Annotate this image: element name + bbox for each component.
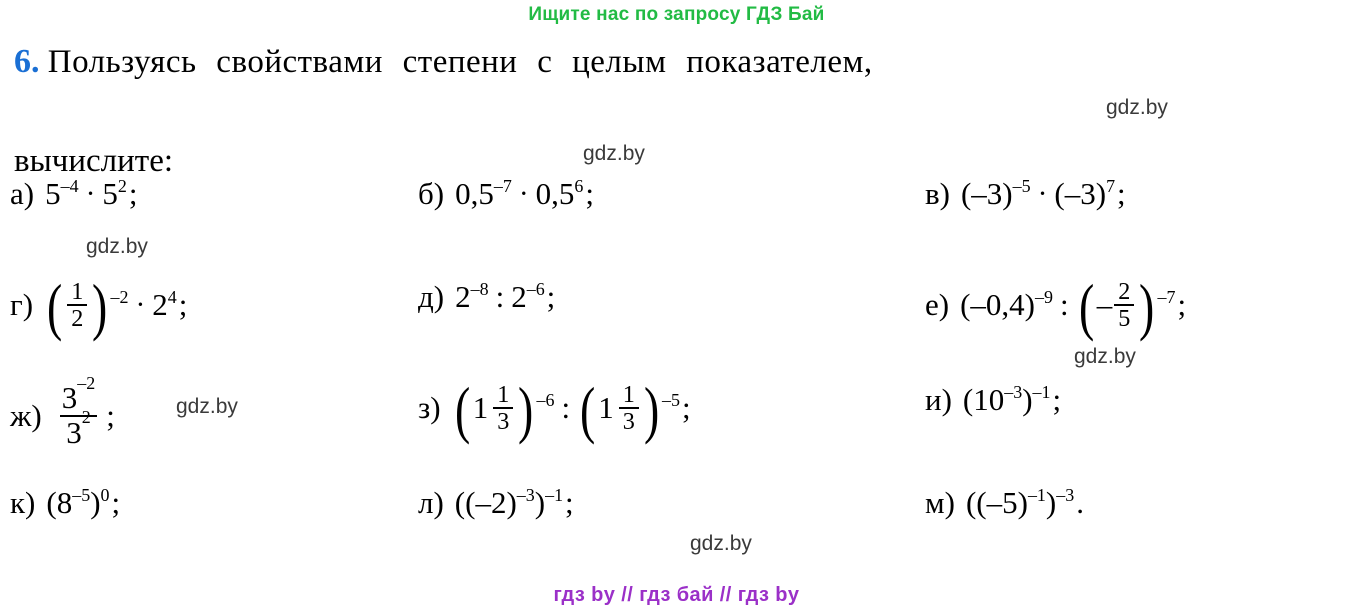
exercise-item-d xyxy=(418,279,555,315)
expression-zh xyxy=(53,372,115,450)
paren-open: ( xyxy=(965,485,977,520)
watermark-6: gdz.by xyxy=(690,532,752,555)
expr-b-end: ; xyxy=(585,176,594,211)
expr-d-base2: 2 xyxy=(511,279,527,314)
paren-close: ) xyxy=(1022,382,1033,417)
exercise-item-l xyxy=(418,485,574,521)
item-label-l: л) xyxy=(418,485,444,520)
paren-close: ) xyxy=(90,485,101,520)
expression-a: 5 $^{-4}$ · 5 $^2$ ; xyxy=(45,175,138,211)
expr-l-end: ; xyxy=(565,485,574,520)
mixed-whole: 1 xyxy=(598,390,614,426)
expr-a-operator: · xyxy=(85,177,96,210)
bottom-promo-left: гдз by xyxy=(553,584,616,606)
paren-open: ( xyxy=(962,382,974,417)
expr-v-base2: (–3) xyxy=(1054,176,1107,211)
fraction-numerator: 2 xyxy=(1118,278,1131,305)
exercise-item-i xyxy=(925,382,1061,418)
expr-z-paren-group-1: ( 1 $\frac{1}{3}$ ) $^{-6}$ xyxy=(454,373,555,445)
exercise-row xyxy=(0,372,1353,485)
exercise-row xyxy=(0,485,1353,588)
fraction-numerator: 1 xyxy=(622,381,635,408)
expr-e-operator: : xyxy=(1059,287,1069,323)
bottom-promo-separator-1: // xyxy=(621,584,634,606)
item-label-m: м) xyxy=(925,485,955,520)
expr-g-fraction xyxy=(67,279,87,331)
paren-close: ) xyxy=(534,485,546,520)
expr-zh-fraction xyxy=(56,372,101,450)
fraction-denominator: 3 xyxy=(493,407,513,434)
bottom-promo-mid: гдз бай xyxy=(639,584,714,606)
expr-d-base1: 2 xyxy=(455,279,471,314)
exercise-item-g xyxy=(10,270,188,342)
task-number: 6. xyxy=(14,43,40,80)
expression-g: ( $\frac{1}{2}$ ) $^{-2}$ · 2 $^4$ ; xyxy=(44,279,187,331)
paren-close: ) xyxy=(643,373,660,445)
expr-g-paren-group: ( $\frac{1}{2}$ ) $^{-2}$ xyxy=(47,270,129,342)
exercise-item-v xyxy=(925,176,1126,212)
expr-b-base2: 0,5 xyxy=(535,176,575,211)
item-label-e: е) xyxy=(925,287,950,323)
exercise-item-k xyxy=(10,485,120,521)
item-label-b: б) xyxy=(418,176,445,211)
item-label-i: и) xyxy=(925,382,952,417)
paren-close: ) xyxy=(92,270,108,342)
mixed-whole: 1 xyxy=(472,390,489,426)
expr-z-paren-group-2: ( 1 $\frac{1}{3}$ ) $^{-5}$ xyxy=(580,373,681,445)
watermark-4: gdz.by xyxy=(1074,345,1136,368)
expr-a-end: ; xyxy=(128,176,138,211)
paren-open: ( xyxy=(454,485,466,520)
exercise-item-e xyxy=(925,270,1187,342)
paren-open: ( xyxy=(580,373,596,445)
expr-g-operator: · xyxy=(135,288,146,321)
expr-k-end: ; xyxy=(111,485,121,520)
exercise-item-b xyxy=(418,176,594,212)
expression-i: ( 10 $^{-3}$ ) $^{-1}$ ; xyxy=(962,381,1062,417)
fraction-numerator: 1 xyxy=(497,381,510,408)
exercise-item-m xyxy=(925,485,1084,521)
expr-e-paren-group: ( – $\frac{2}{5}$ ) $^{-7}$ xyxy=(1078,270,1176,342)
paren-close: ) xyxy=(1139,270,1155,342)
expr-e-fraction xyxy=(1114,279,1134,331)
fraction-numerator: 1 xyxy=(71,278,84,305)
expr-z-mixed-1 xyxy=(473,382,516,434)
expression-e: (–0,4) $^{-9}$ : ( – $\frac{2}{5}$ ) $^{-7}$ ; xyxy=(960,270,1187,342)
expr-g-base2: 2 xyxy=(152,287,168,323)
item-label-k: к) xyxy=(10,485,36,520)
fraction-denominator: 5 xyxy=(1114,304,1134,331)
bottom-promo-right: гдз by xyxy=(737,584,800,606)
expr-b-base1: 0,5 xyxy=(455,176,494,211)
expr-i-end: ; xyxy=(1052,382,1062,417)
expr-zh-end: ; xyxy=(106,397,115,433)
expr-z-end: ; xyxy=(682,390,691,426)
expr-v-base1: (–3) xyxy=(960,176,1013,211)
fraction-denominator: 3 xyxy=(619,407,639,434)
paren-close: ) xyxy=(1045,485,1057,520)
expression-m: ( (–5) $^{-1}$ ) $^{-3}$ . xyxy=(965,484,1084,520)
paren-open: ( xyxy=(46,485,57,520)
expression-z xyxy=(452,373,691,445)
task-text-line-2: вычислите: xyxy=(14,143,174,179)
task-text-line-1: Пользуясь свойствами степени с целым показателем, xyxy=(47,44,873,80)
paren-open: ( xyxy=(1078,270,1094,342)
expr-b-operator: · xyxy=(518,177,529,210)
zh-num-base: 3 xyxy=(61,380,78,415)
mixed-fraction xyxy=(619,382,639,434)
expr-g-end: ; xyxy=(178,287,188,323)
expr-a-base1: 5 xyxy=(45,176,61,211)
expression-d: 2 $^{-8}$ : 2 $^{-6}$ ; xyxy=(455,278,556,314)
top-promo-banner: Ищите нас по запросу ГДЗ Бай xyxy=(528,4,825,25)
bottom-promo-separator-2: // xyxy=(719,584,732,606)
watermark-2: gdz.by xyxy=(583,142,645,165)
expr-z-mixed-2 xyxy=(598,382,641,434)
exercise-row xyxy=(0,270,1353,382)
expr-d-end: ; xyxy=(546,279,556,314)
expr-a-base2: 5 xyxy=(102,176,118,211)
paren-close: ) xyxy=(518,373,534,445)
item-label-a: а) xyxy=(10,176,35,211)
expr-m-end: . xyxy=(1076,485,1084,520)
zh-num-exp: –2 xyxy=(77,372,96,393)
exercise-grid xyxy=(0,176,1353,588)
watermark-1: gdz.by xyxy=(1106,96,1168,119)
exercise-row xyxy=(0,176,1353,279)
expr-e-base1: (–0,4) xyxy=(960,287,1035,323)
expr-v-operator: · xyxy=(1037,177,1048,210)
item-label-zh: ж) xyxy=(10,397,42,433)
expression-b: 0,5 $^{-7}$ · 0,5 $^6$ ; xyxy=(455,175,594,211)
exercise-item-a xyxy=(10,176,137,212)
watermark-3: gdz.by xyxy=(86,235,148,258)
expr-z-operator: : xyxy=(561,390,571,426)
expr-d-operator: : xyxy=(495,279,505,314)
mixed-fraction xyxy=(493,382,513,434)
item-label-g: г) xyxy=(10,287,34,323)
paren-open: ( xyxy=(454,373,470,445)
zh-den-base: 3 xyxy=(66,414,82,450)
expr-v-end: ; xyxy=(1117,176,1126,211)
expr-l-base: (–2) xyxy=(465,485,517,520)
expression-k: ( 8 $^{-5}$ ) $^0$ ; xyxy=(46,484,121,520)
zh-den-exp: 2 xyxy=(81,407,91,428)
exercise-item-zh xyxy=(10,372,115,450)
item-label-z: з) xyxy=(418,390,441,426)
expr-k-base: 8 xyxy=(56,485,73,520)
expression-l: ( (–2) $^{-3}$ ) $^{-1}$ ; xyxy=(454,484,574,520)
fraction-numerator xyxy=(56,372,101,415)
watermark-5: gdz.by xyxy=(176,395,238,418)
expr-e-end: ; xyxy=(1177,287,1187,323)
exercise-item-z xyxy=(418,373,691,445)
expression-v: (–3) $^{-5}$ · (–3) $^7$ ; xyxy=(960,175,1126,211)
fraction-denominator: 2 xyxy=(67,304,87,331)
item-label-d: д) xyxy=(418,279,445,314)
expr-e-minus: – xyxy=(1096,287,1113,323)
bottom-promo-banner xyxy=(0,584,1353,607)
fraction-denominator xyxy=(60,407,96,450)
expr-m-base: (–5) xyxy=(976,485,1028,520)
paren-open: ( xyxy=(47,270,63,342)
item-label-v: в) xyxy=(925,176,950,211)
expr-i-base: 10 xyxy=(973,382,1005,417)
